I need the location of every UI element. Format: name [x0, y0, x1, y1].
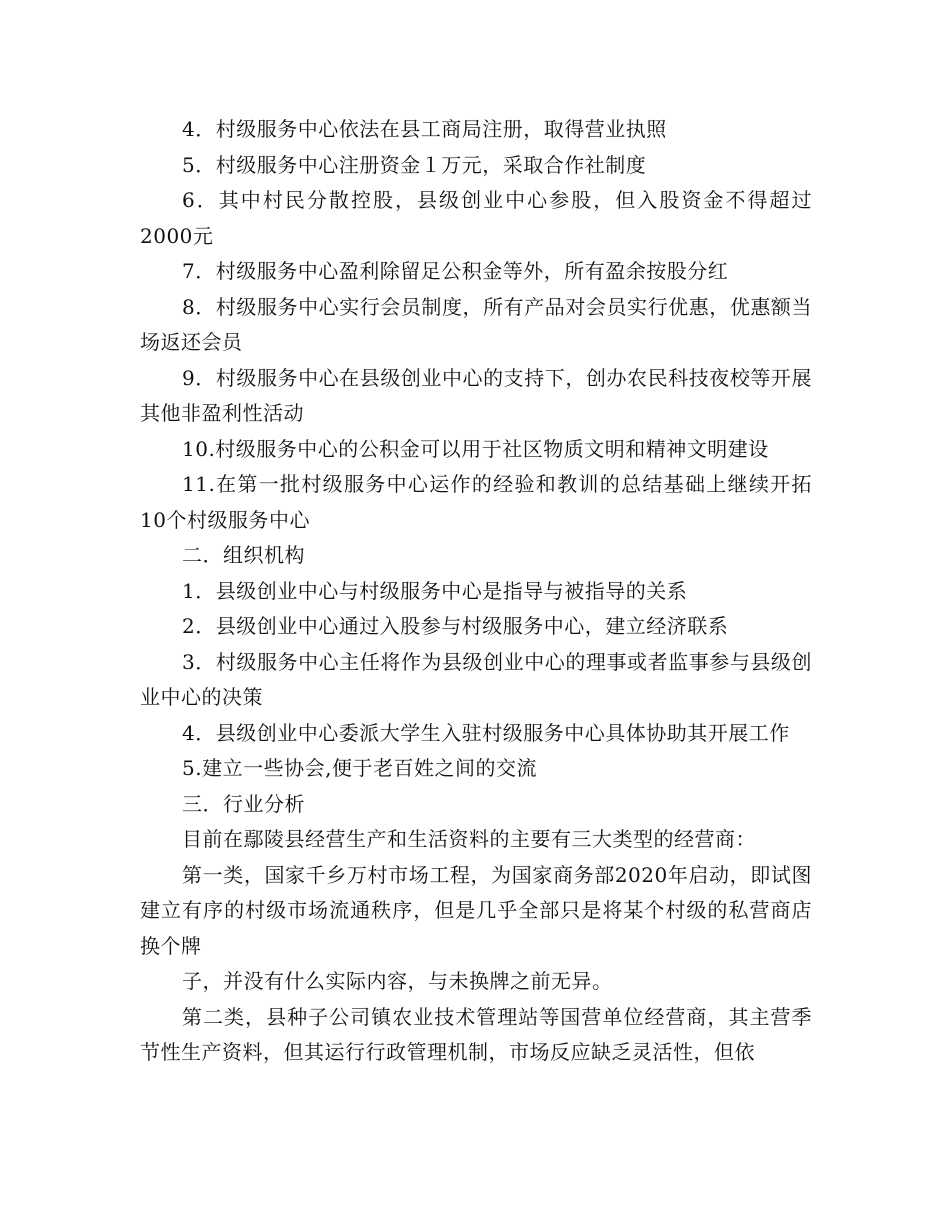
paragraph-item-6-shareholding: 6．其中村民分散控股，县级创业中心参股，但入股资金不得超过2000元 [140, 188, 812, 248]
paragraph-item-11-expansion: 11.在第一批村级服务中心运作的经验和教训的总结基础上继续开拓10个村级服务中心 [140, 472, 812, 532]
paragraph-industry-intro: 目前在鄢陵县经营生产和生活资料的主要有三大类型的经营商： [182, 827, 756, 851]
section-heading-industry-analysis: 三．行业分析 [182, 791, 305, 816]
paragraph-item-9-night-school: 9．村级服务中心在县级创业中心的支持下，创办农民科技夜校等开展其他非盈利性活动 [140, 365, 812, 425]
paragraph-item-5-capital: 5．村级服务中心注册资金１万元，采取合作社制度 [182, 152, 647, 177]
paragraph-item-8-membership: 8．村级服务中心实行会员制度，所有产品对会员实行优惠，优惠额当场返还会员 [140, 294, 812, 354]
paragraph-org-item-5: 5.建立一些协会,便于老百姓之间的交流 [182, 756, 537, 780]
paragraph-org-item-2: 2．县级创业中心通过入股参与村级服务中心，建立经济联系 [182, 614, 729, 638]
paragraph-first-type: 第一类，国家千乡万村市场工程，为国家商务部2020年启动，即试图建立有序的村级市场流通秩序，但是几乎全部只是将某个村级的私营商店换个牌 [140, 862, 812, 958]
paragraph-org-item-4: 4．县级创业中心委派大学生入驻村级服务中心具体协助其开展工作 [182, 720, 790, 745]
paragraph-second-type: 第二类，县种子公司镇农业技术管理站等国营单位经营商，其主营季节性生产资料，但其运行行政管理机制，市场反应缺乏灵活性，但依 [140, 1004, 812, 1064]
paragraph-org-item-1: 1．县级创业中心与村级服务中心是指导与被指导的关系 [182, 578, 688, 603]
paragraph-item-7-dividend: 7．村级服务中心盈利除留足公积金等外，所有盈余按股分红 [182, 259, 729, 283]
paragraph-item-4-registration: 4．村级服务中心依法在县工商局注册，取得营业执照 [182, 117, 667, 141]
paragraph-first-type-continued: 子，并没有什么实际内容，与未换牌之前无异。 [182, 969, 613, 993]
paragraph-org-item-3: 3．村级服务中心主任将作为县级创业中心的理事或者监事参与县级创业中心的决策 [140, 649, 812, 709]
paragraph-item-10-public-fund: 10.村级服务中心的公积金可以用于社区物质文明和精神文明建设 [182, 436, 769, 461]
section-heading-organization: 二．组织机构 [182, 543, 305, 567]
document-body [140, 112, 812, 1071]
